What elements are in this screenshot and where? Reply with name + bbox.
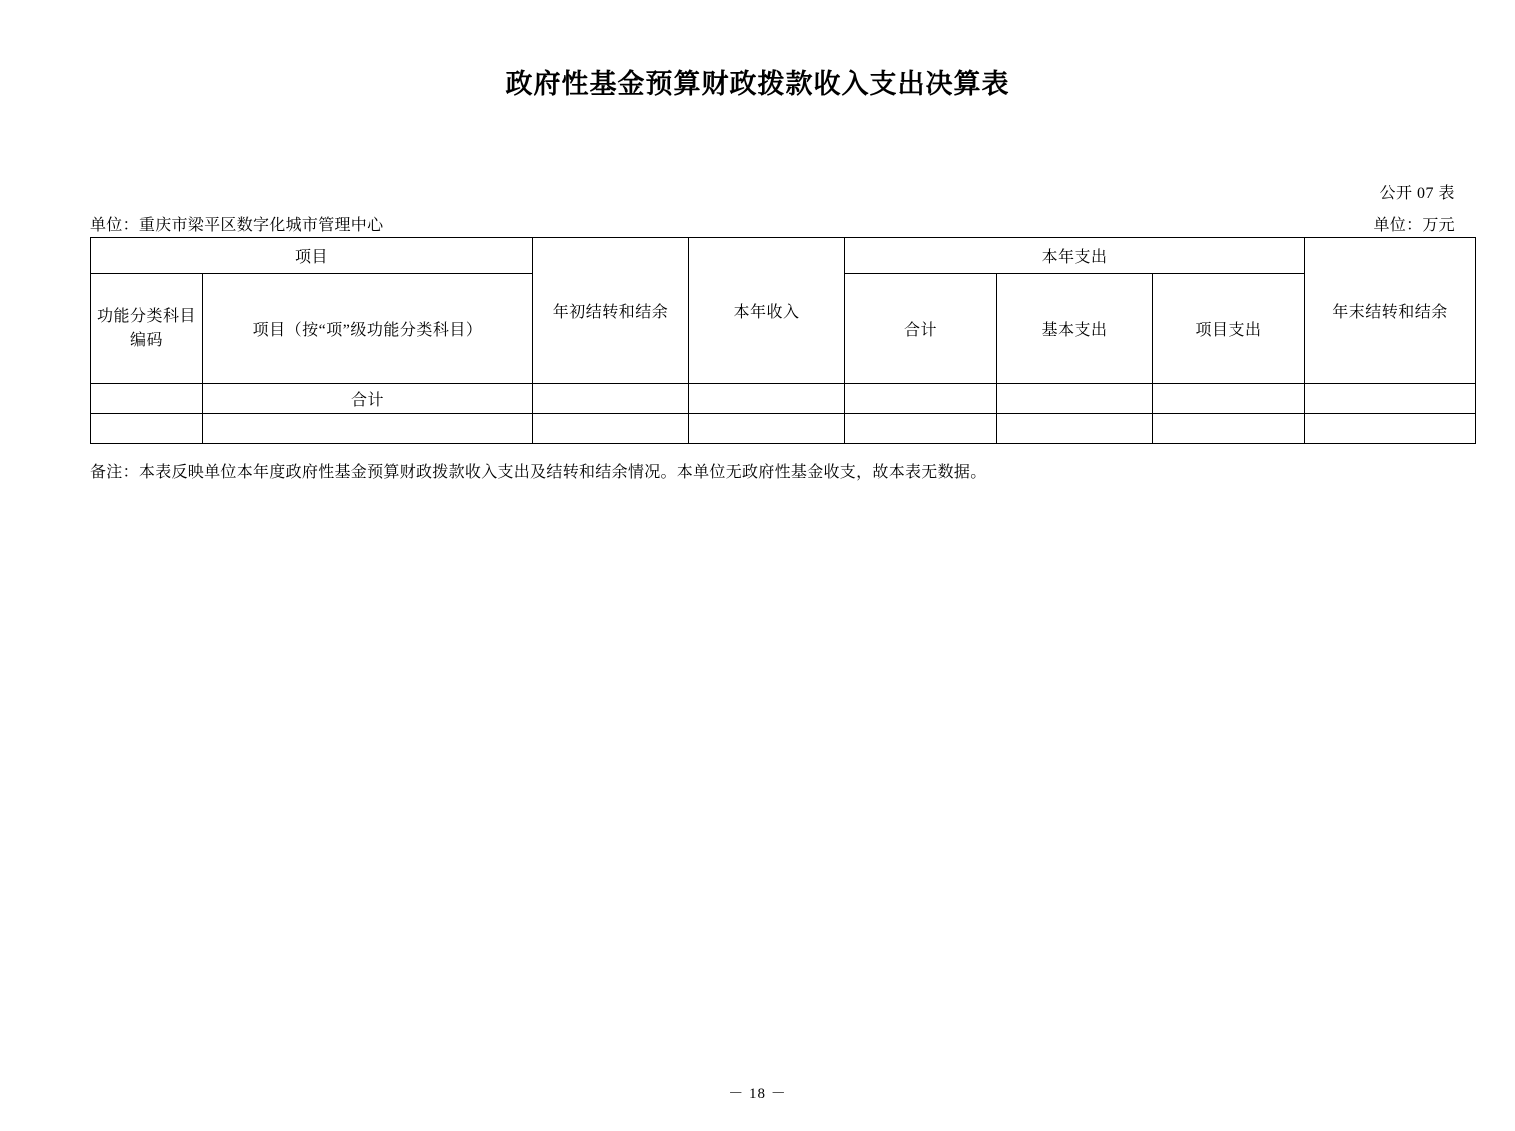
header-year-income: 本年收入 — [689, 238, 845, 384]
page-title: 政府性基金预算财政拨款收入支出决算表 — [505, 69, 1010, 99]
cell-row-label — [203, 414, 533, 444]
header-end-balance: 年末结转和结余 — [1305, 238, 1476, 384]
table-note: 备注：本表反映单位本年度政府性基金预算财政拨款收入支出及结转和结余情况。本单位无政府性基金收支，故本表无数据。 — [90, 464, 987, 481]
unit-label: 单位：重庆市梁平区数字化城市管理中心 — [90, 217, 384, 234]
cell-year-income — [689, 414, 845, 444]
table-row — [91, 414, 1476, 444]
cell-total — [845, 384, 997, 414]
header-project-item: 项目（按“项”级功能分类科目） — [203, 274, 533, 384]
header-project-expense: 项目支出 — [1153, 274, 1305, 384]
table-header-row-1 — [91, 238, 1476, 274]
header-function-code-line2: 编码 — [129, 331, 163, 349]
cell-row-label: 合计 — [203, 384, 533, 414]
cell-project-expense — [1153, 384, 1305, 414]
cell-function-code — [91, 414, 203, 444]
cell-end-balance — [1305, 384, 1476, 414]
header-project-group: 项目 — [91, 238, 533, 274]
meta-row — [90, 212, 1455, 235]
header-function-code — [91, 274, 203, 384]
page-number: － 18 － — [728, 1086, 787, 1102]
cell-end-balance — [1305, 414, 1476, 444]
cell-basic-expense — [997, 384, 1153, 414]
document-page — [0, 62, 1515, 1131]
cell-function-code — [91, 384, 203, 414]
cell-begin-balance — [533, 414, 689, 444]
amount-unit-label: 单位：万元 — [1373, 217, 1455, 234]
cell-begin-balance — [533, 384, 689, 414]
cell-year-income — [689, 384, 845, 414]
header-year-expense-group: 本年支出 — [845, 238, 1305, 274]
cell-total — [845, 414, 997, 444]
header-begin-balance: 年初结转和结余 — [533, 238, 689, 384]
cell-basic-expense — [997, 414, 1153, 444]
header-total: 合计 — [845, 274, 997, 384]
header-basic-expense: 基本支出 — [997, 274, 1153, 384]
cell-project-expense — [1153, 414, 1305, 444]
header-function-code-line1: 功能分类科目 — [96, 308, 196, 326]
table-row — [91, 384, 1476, 414]
budget-table — [90, 237, 1476, 444]
form-number: 公开 07 表 — [1379, 185, 1455, 202]
